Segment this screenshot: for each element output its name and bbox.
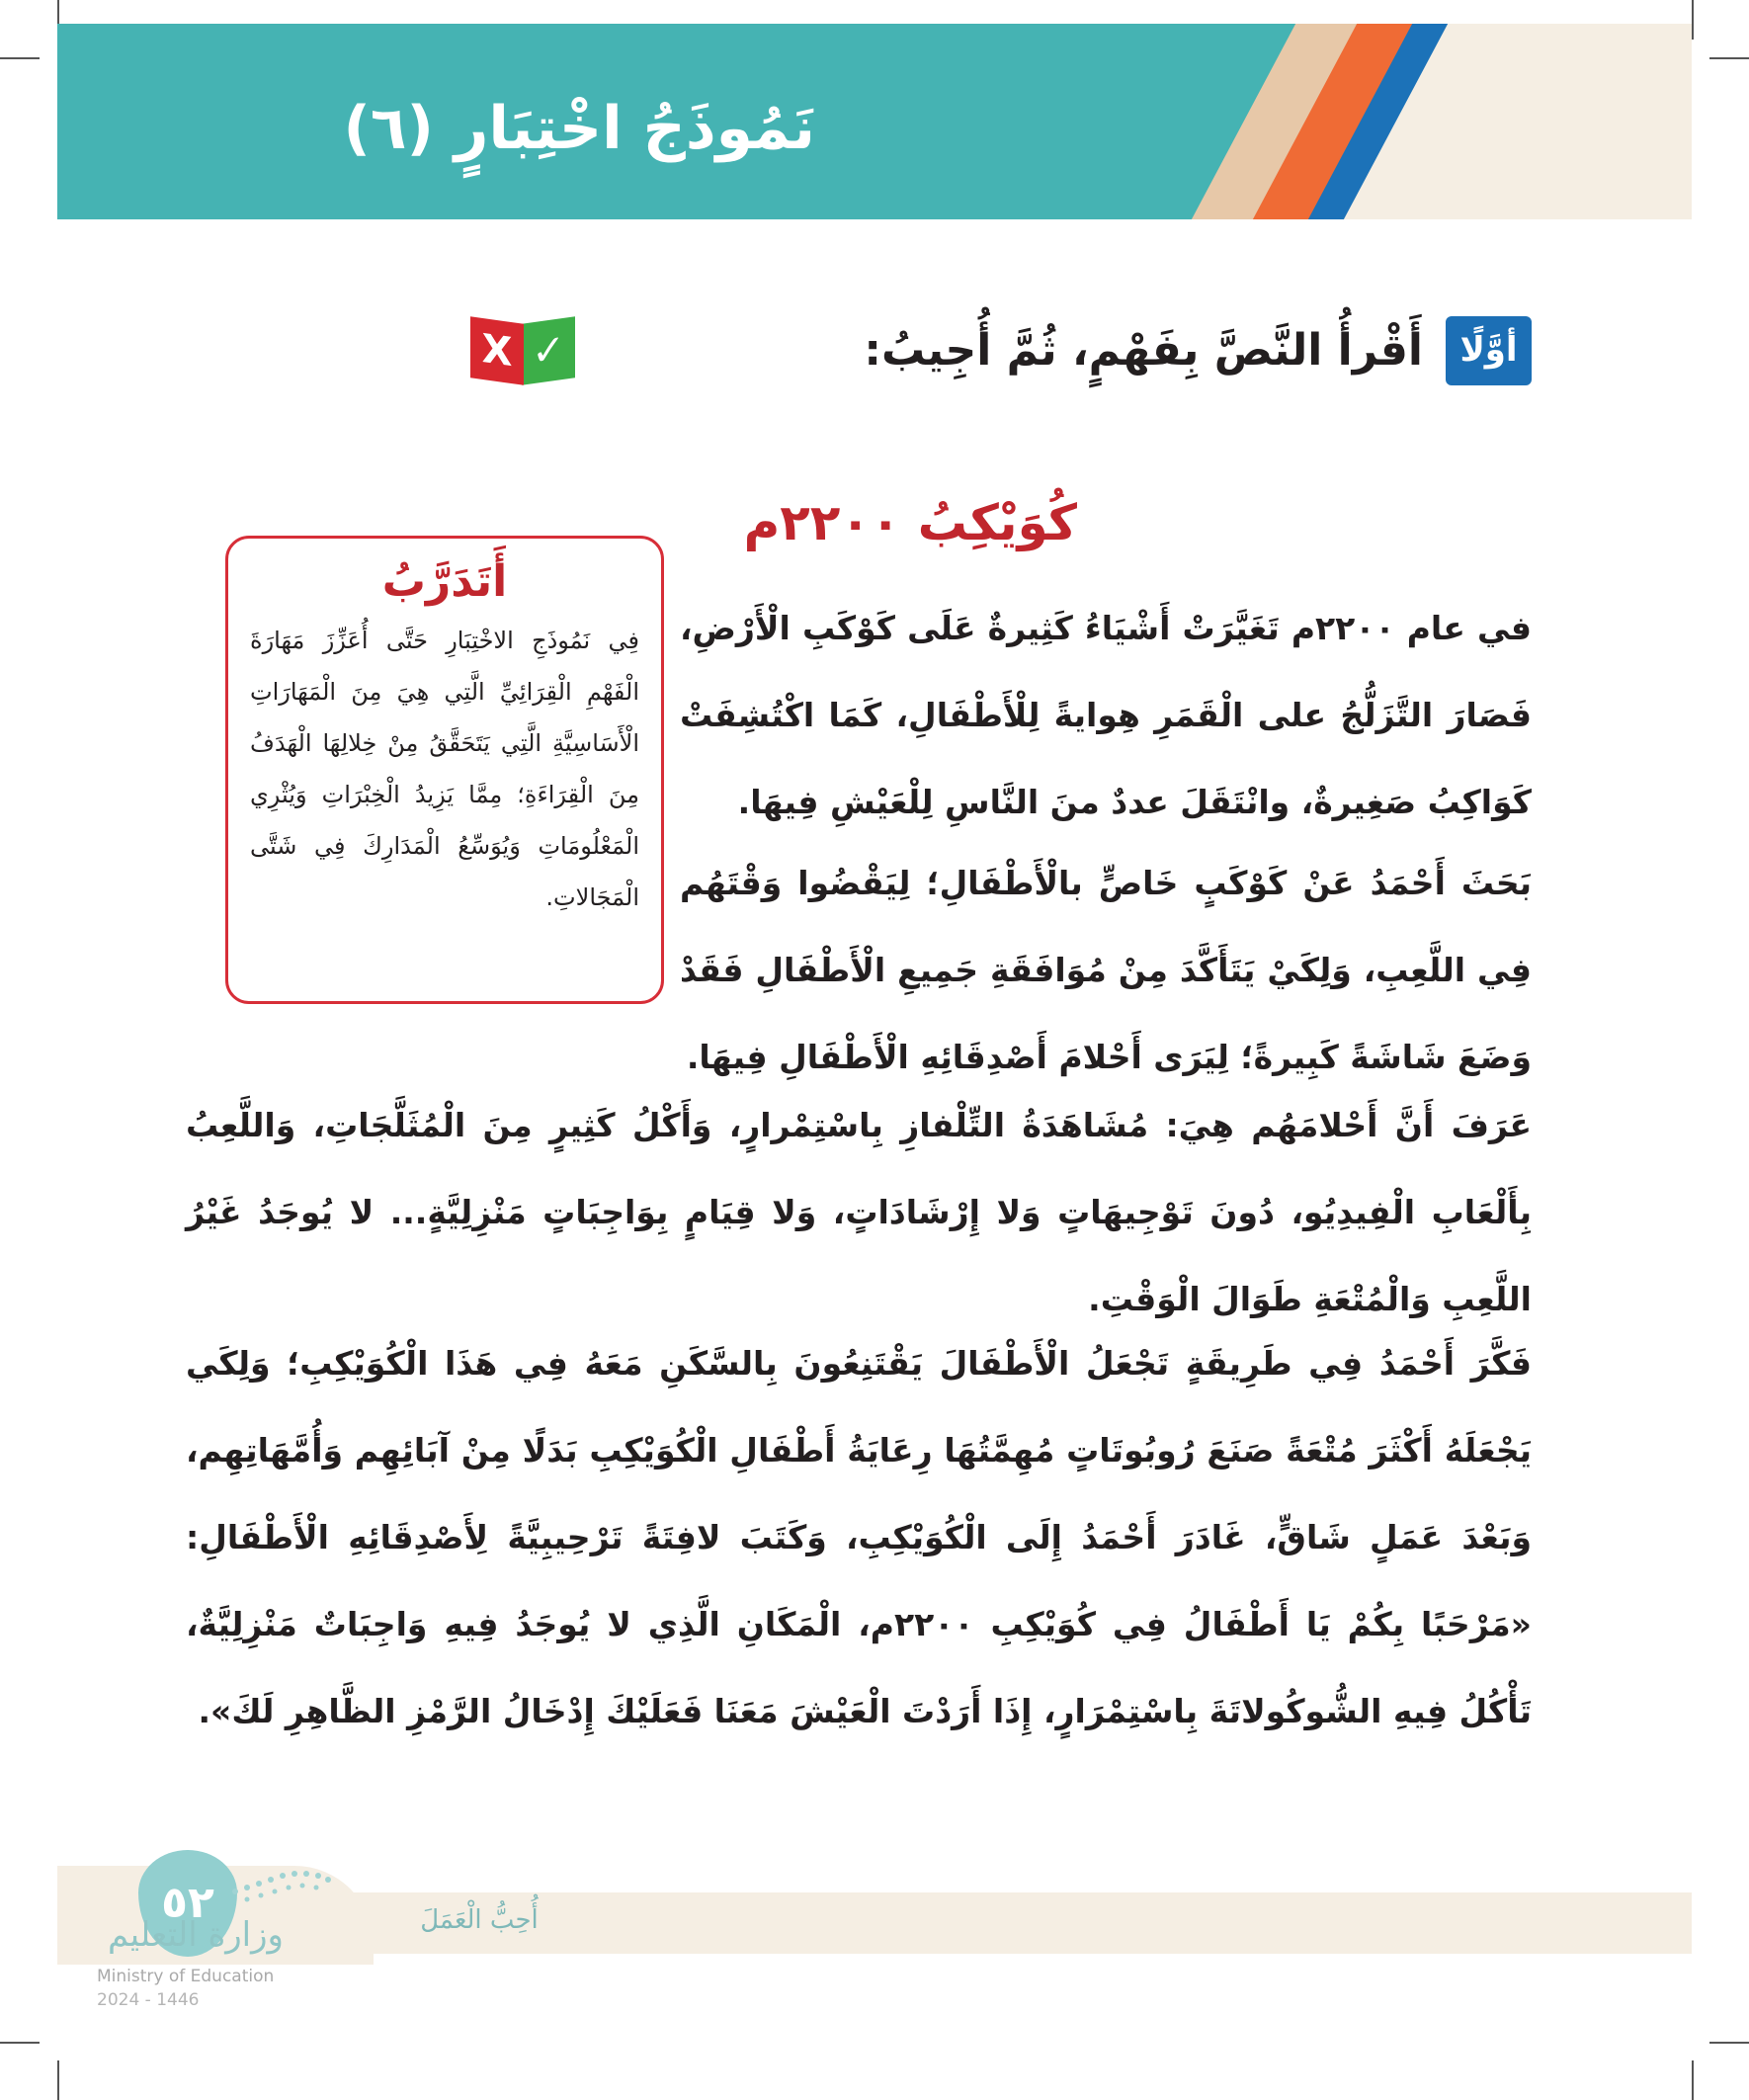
ministry-name-arabic: وزارة التعليم [108,1915,284,1955]
page-number: ٥٢ [161,1878,214,1928]
crop-mark [0,57,40,59]
check-icon: ✓ [522,316,575,385]
story-paragraph-2: بَحَثَ أَحْمَدُ عَنْ كَوْكَبٍ خَاصٍّ بالْأَطْفَالِ؛ لِيَقْضُوا وَقْتَهُم فِي اللَّعِبِ، وَلِكَيْ يَتَأَكَّدَ مِنْ مُوَافَقَةِ جَمِيعِ الْأَطْفَالِ فَقَدْ وَضَعَ شَاشَةً كَبِيرةً؛ لِيَرَى أَحْلامَ أَصْدِقَائِهِ الْأَطْفَالِ فِيهَا. [680,864,1532,1076]
task-instruction-row [470,314,1532,387]
cross-icon: X [470,316,524,385]
story-paragraph-4: فَكَّرَ أَحْمَدُ فِي طَرِيقَةٍ تَجْعَلُ الْأَطْفَالَ يَقْتَنِعُونَ بِالسَّكَنِ مَعَهُ فِي هَذَا الْكُوَيْكِبِ؛ وَلِكَي يَجْعَلَهُ أَكْثَرَ مُتْعَةً صَنَعَ رُوبُوتَاتٍ مُهِمَّتُهَا رِعَايَةُ أَطْفَالِ الْكُوَيْكِبِ بَدَلًا مِنْ آبَائِهِم وَأُمَّهَاتِهِم، وَبَعْدَ عَمَلٍ شَاقٍّ، غَادَرَ أَحْمَدُ إِلَى الْكُوَيْكِبِ، وَكَتَبَ لافِتَةً تَرْحِيبِيَّةً لِأَصْدِقَائِهِ الْأَطْفَالِ: «مَرْحَبًا بِكُمْ يَا أَطْفَالُ فِي كُوَيْكِبِ ٢٢٠٠م، الْمَكَانِ الَّذِي لا يُوجَدُ فِيهِ وَاجِبَاتٌ مَنْزِلِيَّةٌ، تَأْكُلُ فِيهِ الشُّوكُولاتَةَ بِاسْتِمْرَارٍ، إِذَا أَرَدْتَ الْعَيْشَ مَعَنَا فَعَلَيْكَ إِدْخَالُ الرَّمْزِ الظَّاهِرِ لَكَ». [186,1344,1532,1730]
crop-mark [1709,2042,1749,2044]
story-paragraph-1: في عام ٢٢٠٠م تَغَيَّرَتْ أَشْيَاءُ كَثِيرةٌ عَلَى كَوْكَبِ الْأَرْضِ، فَصَارَ التَّزَلُّجُ على الْقَمَرِ هِوايةً لِلْأَطْفَالِ، كَمَا اكْتُشِفَتْ كَوَاكِبُ صَغِيرةٌ، وانْتَقَلَ عددٌ منَ النَّاسِ لِلْعَيْشِ فِيهَا. [680,609,1532,821]
ministry-name-english: Ministry of Education [97,1967,275,1986]
footer-slogan: أُحِبُّ الْعَمَلَ [420,1905,539,1935]
page-title: نَمُوذَجُ اخْتِبَارٍ (٦) [343,94,815,163]
edition-year: 2024 - 1446 [97,1990,200,2010]
crop-mark [0,2042,40,2044]
story-paragraph-3: عَرَفَ أَنَّ أَحْلامَهُم هِيَ: مُشَاهَدَةُ التِّلْفازِ بِاسْتِمْرارٍ، وَأَكْلُ كَثِيرٍ مِنَ الْمُثَلَّجَاتِ، وَاللَّعِبُ بِأَلْعَابِ الْفِيدِيُو، دُونَ تَوْجِيهَاتٍ وَلا إِرْشَادَاتٍ، وَلا قِيَامٍ بِوَاجِبَاتٍ مَنْزِلِيَّةٍ... لا يُوجَدُ غَيْرُ اللَّعِبِ وَالْمُتْعَةِ طَوَالَ الْوَقْتِ. [186,1106,1532,1318]
crop-mark [1709,57,1749,59]
crop-mark [1692,2060,1694,2100]
section-badge: أوَّلًا [1446,316,1532,385]
story-title: كُوَيْكِبُ ٢٢٠٠م [743,494,1077,551]
crop-mark [1692,0,1694,40]
crop-mark [57,2060,59,2100]
tip-body: فِي نَمُوذَجِ الاخْتِبَارِ حَتَّى أُعَزِّزَ مَهَارَةَ الْفَهْمِ الْقِرَائِيِّ الَّتِي هِيَ مِنَ الْمَهَارَاتِ الْأَسَاسِيَّةِ الَّتِي يَتَحَقَّقُ مِنْ خِلالِهَا الْهَدَفُ مِنَ الْقِرَاءَةِ؛ مِمَّا يَزِيدُ الْخِبْرَاتِ وَيُثْرِي الْمَعْلُومَاتِ وَيُوَسِّعُ الْمَدَارِكَ فِي شَتَّى الْمَجَالاتِ. [250,627,639,911]
tip-box [225,536,664,1004]
tip-title: أَتَدَرَّبُ [381,556,508,607]
task-instruction: أَقْرأُ النَّصَّ بِفَهْمٍ، ثُمَّ أُجِيبُ: [864,325,1423,376]
ministry-logo-dots-icon [227,1862,336,1905]
header-banner [57,24,1692,219]
